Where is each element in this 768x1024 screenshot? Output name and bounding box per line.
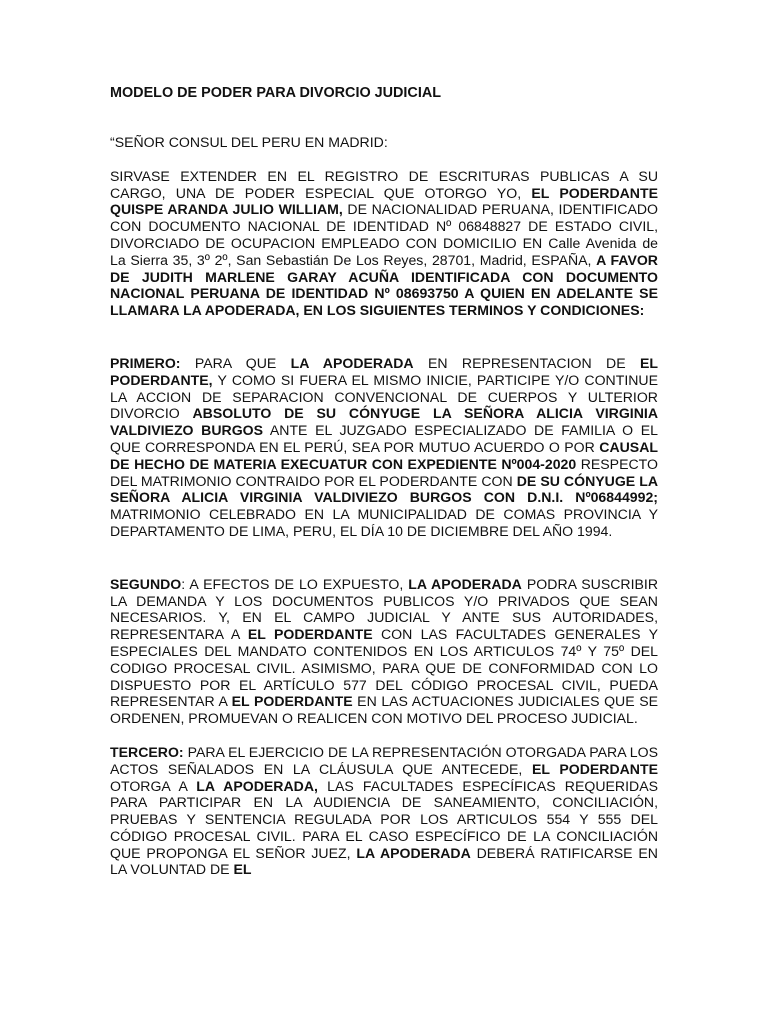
clause-segundo [110, 576, 658, 727]
text-run: CON LAS FACULTADES GENERALES Y ESPECIALES DEL MANDATO CONTENIDOS EN LOS ARTICULOS 74º Y 75º DEL CODIGO PROCESAL CIVIL. ASIMISMO, PARA QUE DE CONFORMIDAD CON LO DISPUESTO POR EL ARTÍCULO 577 DEL CÓDIGO PROCESAL CIVIL, PUEDA REPRESENTAR A [110, 626, 658, 710]
text-run: PARA EL EJERCICIO DE LA REPRESENTACIÓN OTORGADA PARA LOS ACTOS SEÑALADOS EN LA CLÁUSULA QUE ANTECEDE, [110, 743, 658, 777]
text-run: EN REPRESENTACION DE [413, 354, 640, 371]
text-run: MATRIMONIO CELEBRADO EN LA MUNICIPALIDAD DE COMAS PROVINCIA Y DEPARTAMENTO DE LIMA, PERU, EL DÍA 10 DE DICIEMBRE DEL AÑO 1994. [110, 506, 658, 539]
bold-text-run: EL PODERDANTE [231, 693, 353, 710]
text-run: RESPECTO DEL MATRIMONIO CONTRAIDO POR EL PODERDANTE CON [110, 455, 658, 489]
bold-text-run: TERCERO: [110, 743, 184, 760]
text-run: SIRVASE EXTENDER EN EL REGISTRO DE ESCRITURAS PUBLICAS A SU CARGO, UNA DE PODER ESPECIAL QUE OTORGO YO, [110, 167, 658, 201]
salutation: “SEÑOR CONSUL DEL PERU EN MADRID: [110, 134, 388, 150]
text-run: PARA QUE [180, 354, 291, 371]
bold-text-run: EL PODERDANTE QUISPE ARANDA JULIO WILLIAM, [110, 184, 658, 218]
bold-text-run: EL PODERDANTE, [110, 354, 658, 388]
bold-text-run: PRIMERO: [110, 354, 181, 371]
bold-text-run: EL PODERDANTE [531, 760, 658, 777]
document-title: MODELO DE PODER PARA DIVORCIO JUDICIAL [110, 85, 442, 101]
bold-text-run: EL [233, 861, 252, 878]
bold-text-run: SEGUNDO [110, 575, 182, 592]
intro-paragraph [110, 168, 658, 319]
bold-text-run: LA APODERADA [290, 354, 414, 371]
text-run: DE NACIONALIDAD PERUANA, IDENTIFICADO CON DOCUMENTO NACIONAL DE IDENTIDAD Nº 06848827 DE ESTADO CIVIL, DIVORCIADO DE OCUPACION EMPLEADO CON DOMICILIO EN Calle Avenida de La Sierra 35, 3º 2º, San Sebastián De Los Reyes, 28701, Madrid, ESPAÑA, [110, 201, 658, 268]
bold-text-run: CAUSAL DE HECHO DE MATERIA EXECUATUR CON EXPEDIENTE Nº004-2020 [110, 438, 658, 472]
bold-text-run: LA APODERADA, [196, 777, 318, 794]
bold-text-run: LA APODERADA [408, 575, 522, 592]
bold-text-run: EL PODERDANTE [247, 626, 373, 643]
bold-text-run: A FAVOR DE JUDITH MARLENE GARAY ACUÑA IDENTIFICADA CON DOCUMENTO NACIONAL PERUANA DE IDENTIDAD Nº 08693750 A QUIEN EN ADELANTE SE LLAMARA LA APODERADA, EN LOS SIGUIENTES TERMINOS Y CONDICIONES: [110, 251, 658, 319]
clause-tercero [110, 744, 658, 878]
text-run: EN LAS ACTUACIONES JUDICIALES QUE SE ORDENEN, PROMUEVAN O REALICEN CON MOTIVO DEL PROCESO JUDICIAL. [110, 693, 658, 727]
text-run: DEBERÁ RATIFICARSE EN LA VOLUNTAD DE [110, 844, 658, 878]
bold-text-run: LA APODERADA [356, 844, 471, 861]
bold-text-run: DE SU CÓNYUGE LA SEÑORA ALICIA VIRGINIA VALDIVIEZO BURGOS CON D.N.I. Nº06844992; [110, 472, 659, 506]
text-run: ANTE EL JUZGADO ESPECIALIZADO DE FAMILIA O EL QUE CORRESPONDA EN EL PERÚ, SEA POR MUTUO ACUERDO O POR [110, 422, 658, 455]
text-run: : A EFECTOS DE LO EXPUESTO, [181, 575, 409, 592]
clause-primero [110, 355, 658, 540]
text-run: LAS FACULTADES ESPECÍFICAS REQUERIDAS PARA PARTICIPAR EN LA AUDIENCIA DE SANEAMIENTO, CONCILIACIÓN, PRUEBAS Y SENTENCIA REGULADA POR LOS ARTICULOS 554 Y 555 DEL CÓDIGO PROCESAL CIVIL. PARA EL CASO ESPECÍFICO DE LA CONCILIACIÓN QUE PROPONGA EL SEÑOR JUEZ, [110, 777, 658, 861]
bold-text-run: ABSOLUTO DE SU CÓNYUGE LA SEÑORA ALICIA VIRGINIA VALDIVIEZO BURGOS [110, 405, 658, 439]
text-run: PODRA SUSCRIBIR LA DEMANDA Y LOS DOCUMENTOS PUBLICOS Y/O PRIVADOS QUE SEAN NECESARIOS. Y, EN EL CAMPO JUDICIAL Y ANTE SUS AUTORIDADES, REPRESENTARA A [110, 575, 659, 643]
text-run: Y COMO SI FUERA EL MISMO INICIE, PARTICIPE Y/O CONTINUE LA ACCION DE SEPARACION CONVENCIONAL DE CUERPOS Y ULTERIOR DIVORCIO [110, 371, 658, 422]
text-run: OTORGA A [110, 777, 197, 794]
